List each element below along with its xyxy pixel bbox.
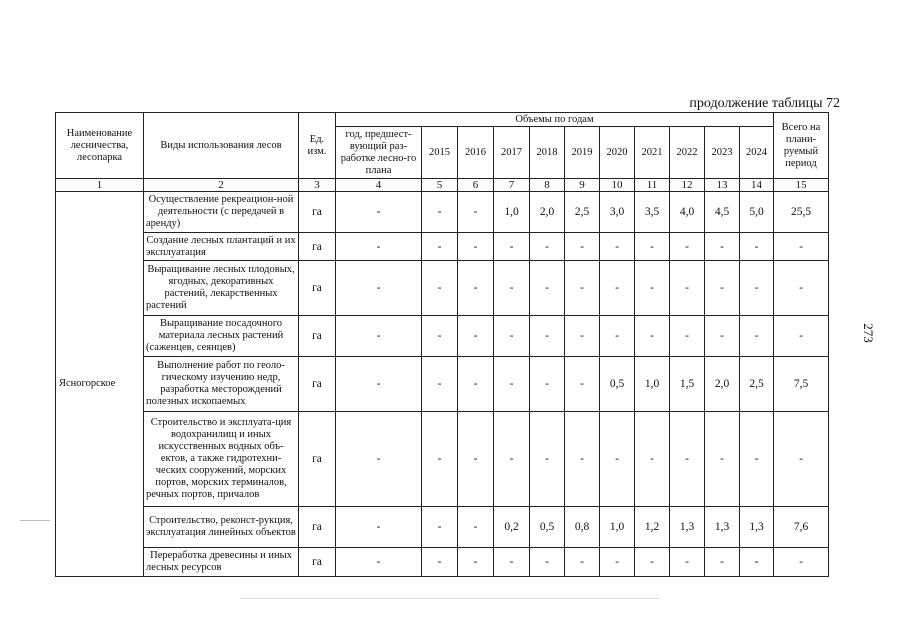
use-kind: Выполнение работ по геоло-гическому изучению недр, разработка месторождений полезных ископаемых [144,357,299,412]
year-value: - [422,316,458,357]
year-value: - [530,316,565,357]
year-value: - [705,261,740,316]
year-value: - [530,357,565,412]
unit-cell: га [299,357,336,412]
header-year: 2017 [494,127,530,179]
year-value: 2,5 [740,357,774,412]
year-value: - [458,412,494,507]
unit-cell: га [299,412,336,507]
year-value: - [422,507,458,548]
year-value: - [422,192,458,233]
year-value: 2,5 [565,192,600,233]
year-value: - [494,357,530,412]
forestry-name: Ясногорское [56,192,144,577]
column-number: 8 [530,179,565,192]
year-value: - [422,261,458,316]
year-value: - [740,261,774,316]
table-row [56,261,829,316]
page-number: 273 [860,323,876,343]
year-value: - [600,261,635,316]
year-value: 1,5 [670,357,705,412]
year-value: - [422,548,458,577]
year-value: - [670,233,705,261]
column-number: 7 [494,179,530,192]
year-value: - [565,316,600,357]
total-value: - [774,261,829,316]
year-value: - [705,412,740,507]
table-row [56,357,829,412]
header-year: 2024 [740,127,774,179]
year-value: - [705,233,740,261]
year-value: - [565,261,600,316]
unit-cell: га [299,548,336,577]
use-kind: Переработка древесины и иных лесных ресурсов [144,548,299,577]
header-kinds: Виды использования лесов [144,113,299,179]
year-value: - [670,261,705,316]
year-value: - [740,316,774,357]
table-row [56,192,829,233]
year-value: 5,0 [740,192,774,233]
total-value: - [774,316,829,357]
year-value: 0,8 [565,507,600,548]
year-value: - [458,261,494,316]
year-value: 0,5 [600,357,635,412]
header-year: 2015 [422,127,458,179]
prev-year-value: - [336,412,422,507]
column-number: 2 [144,179,299,192]
year-value: - [635,316,670,357]
table-row [56,548,829,577]
unit-cell: га [299,507,336,548]
total-value: - [774,548,829,577]
header-year: 2023 [705,127,740,179]
year-value: - [635,233,670,261]
year-value: 1,3 [670,507,705,548]
year-value: - [740,548,774,577]
year-value: 0,5 [530,507,565,548]
year-value: - [530,412,565,507]
year-value: 1,3 [705,507,740,548]
total-value: - [774,412,829,507]
table-row [56,507,829,548]
scan-artifact [20,520,50,521]
year-value: - [670,548,705,577]
prev-year-value: - [336,507,422,548]
column-number: 3 [299,179,336,192]
year-value: - [422,357,458,412]
year-value: - [458,357,494,412]
table-row [56,316,829,357]
use-kind: Выращивание лесных плодовых, ягодных, декоративных растений, лекарственных растений [144,261,299,316]
scan-artifact [240,598,660,599]
header-row [56,113,829,127]
year-value: 1,0 [635,357,670,412]
table-row [56,412,829,507]
column-number: 12 [670,179,705,192]
column-number: 14 [740,179,774,192]
header-year: 2019 [565,127,600,179]
prev-year-value: - [336,261,422,316]
prev-year-value: - [336,548,422,577]
header-year: 2020 [600,127,635,179]
year-value: - [635,412,670,507]
year-value: - [494,412,530,507]
year-value: - [494,233,530,261]
use-kind: Выращивание посадочного материала лесных растений (саженцев, сеянцев) [144,316,299,357]
use-kind: Создание лесных плантаций и их эксплуатация [144,233,299,261]
prev-year-value: - [336,357,422,412]
year-value: - [458,192,494,233]
header-total: Всего на плани-руемый период [774,113,829,179]
prev-year-value: - [336,316,422,357]
column-number: 11 [635,179,670,192]
year-value: 0,2 [494,507,530,548]
year-value: - [494,548,530,577]
year-value: - [740,412,774,507]
header-prev-year: год, предшест-вующий раз-работке лесно-го плана [336,127,422,179]
year-value: 1,0 [600,507,635,548]
year-value: - [705,316,740,357]
year-value: - [565,233,600,261]
year-value: - [458,316,494,357]
year-value: - [600,316,635,357]
year-value: - [530,261,565,316]
year-value: - [705,548,740,577]
column-numbers-row [56,179,829,192]
year-value: 4,5 [705,192,740,233]
header-forestry: Наименование лесничества, лесопарка [56,113,144,179]
use-kind: Строительство и эксплуата-ция водохранилищ и иных искусственных водных объ-ектов, а также гидротехни-ческих сооружений, морских портов, морских терминалов, речных портов, причалов [144,412,299,507]
header-year: 2021 [635,127,670,179]
year-value: - [458,548,494,577]
year-value: - [565,412,600,507]
year-value: - [740,233,774,261]
header-unit: Ед. изм. [299,113,336,179]
year-value: 1,2 [635,507,670,548]
header-volumes: Объемы по годам [336,113,774,127]
year-value: - [530,548,565,577]
year-value: - [670,412,705,507]
year-value: - [494,261,530,316]
year-value: - [494,316,530,357]
header-year: 2016 [458,127,494,179]
year-value: 2,0 [705,357,740,412]
prev-year-value: - [336,233,422,261]
total-value: - [774,233,829,261]
year-value: - [635,548,670,577]
table-row [56,233,829,261]
column-number: 10 [600,179,635,192]
year-value: 2,0 [530,192,565,233]
column-number: 13 [705,179,740,192]
year-value: - [565,357,600,412]
year-value: - [422,233,458,261]
column-number: 15 [774,179,829,192]
use-kind: Осуществление рекреацион-ной деятельности (с передачей в аренду) [144,192,299,233]
year-value: 1,0 [494,192,530,233]
column-number: 5 [422,179,458,192]
column-number: 1 [56,179,144,192]
unit-cell: га [299,316,336,357]
year-value: 3,0 [600,192,635,233]
unit-cell: га [299,192,336,233]
year-value: 3,5 [635,192,670,233]
year-value: - [600,412,635,507]
prev-year-value: - [336,192,422,233]
year-value: - [600,233,635,261]
forest-use-table [55,112,829,577]
year-value: - [530,233,565,261]
header-year: 2018 [530,127,565,179]
year-value: - [458,507,494,548]
year-value: - [670,316,705,357]
unit-cell: га [299,233,336,261]
year-value: 1,3 [740,507,774,548]
year-value: - [635,261,670,316]
total-value: 7,5 [774,357,829,412]
table-caption: продолжение таблицы 72 [689,96,840,111]
header-year: 2022 [670,127,705,179]
column-number: 9 [565,179,600,192]
total-value: 25,5 [774,192,829,233]
column-number: 4 [336,179,422,192]
year-value: 4,0 [670,192,705,233]
unit-cell: га [299,261,336,316]
year-value: - [565,548,600,577]
year-value: - [458,233,494,261]
column-number: 6 [458,179,494,192]
year-value: - [422,412,458,507]
year-value: - [600,548,635,577]
total-value: 7,6 [774,507,829,548]
use-kind: Строительство, реконст-рукция, эксплуатация линейных объектов [144,507,299,548]
